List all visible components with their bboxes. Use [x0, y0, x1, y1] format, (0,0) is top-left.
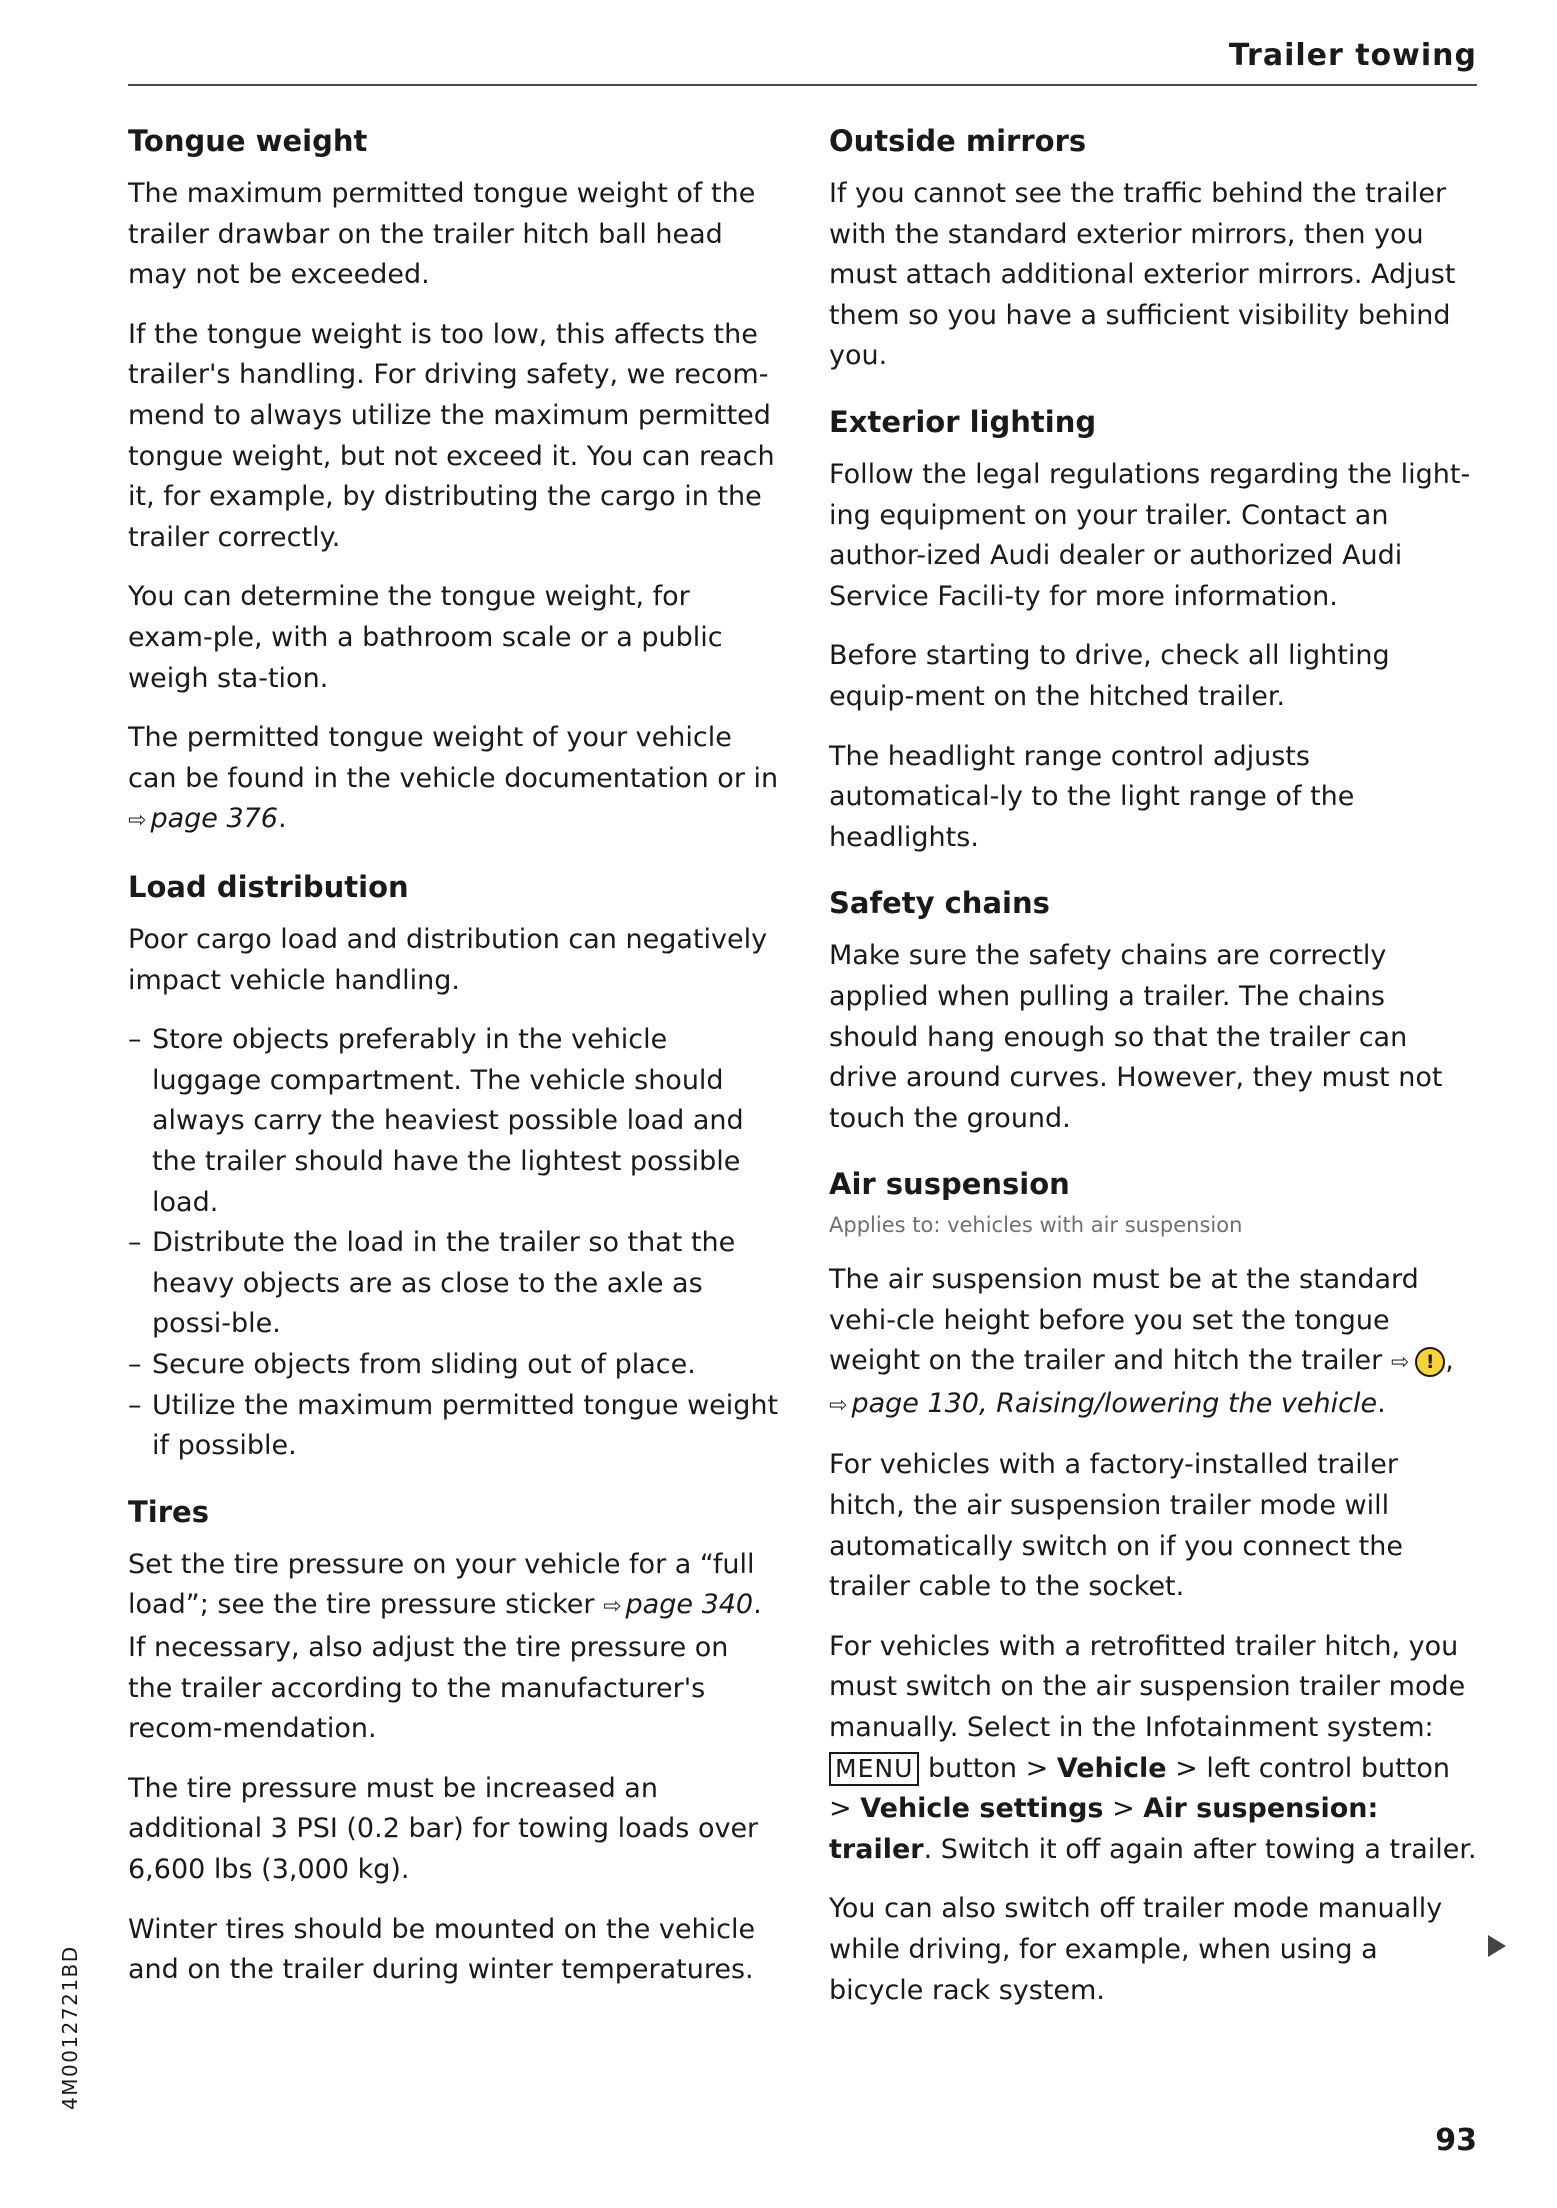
page-header-title: Trailer towing — [1228, 38, 1477, 73]
paragraph — [829, 1260, 1480, 1426]
section-exterior-lighting — [829, 401, 1480, 858]
heading-exterior-lighting: Exterior lighting — [829, 405, 1097, 440]
paragraph-text: . If necessary, also adjust the tire pressure on the trailer according to the manufacturer's recom-mendation. — [128, 1589, 762, 1745]
paragraph: Follow the legal regulations regarding the light-ing equipment on your trailer. Contact an author-ized Audi dealer or authorized Audi Service Facili-ty for more information. — [829, 459, 1471, 612]
section-tongue-weight — [128, 120, 780, 842]
paragraph: If the tongue weight is too low, this affects the trailer's handling. For driving safety, we recom-mend to always utilize the maximum permitted tongue weight, but not exceed it. You can reach it, for example, by distributing the cargo in the trailer correctly. — [128, 318, 775, 553]
header-divider — [128, 84, 1477, 86]
page-reference-text: page 340 — [625, 1589, 754, 1621]
paragraph: The tire pressure must be increased an additional 3 PSI (0.2 bar) for towing loads over 6,600 lbs (3,000 kg). — [128, 1772, 759, 1885]
arrow-right-icon: ⇨ — [603, 1594, 622, 1620]
paragraph — [128, 1545, 780, 1750]
dash-list — [128, 1020, 780, 1467]
paragraph-text: button > — [927, 1752, 1049, 1784]
list-item: – Secure objects from sliding out of place. — [128, 1345, 780, 1386]
warning-icon: ! — [1415, 1347, 1445, 1377]
page-number: 93 — [1435, 2123, 1477, 2158]
arrow-right-icon: ⇨ — [829, 1392, 848, 1418]
paragraph-text: The air suspension must be at the standard vehi-cle height before you set the tongue weight on the trailer and hitch the trailer — [829, 1264, 1419, 1377]
section-load-distribution — [128, 866, 780, 1467]
page-reference-link[interactable] — [603, 1589, 753, 1620]
arrow-right-icon: ⇨ — [128, 808, 147, 834]
applies-to-note: Applies to: vehicles with air suspension — [829, 1213, 1243, 1238]
paragraph: If you cannot see the traffic behind the trailer with the standard exterior mirrors, then you must attach additional exterior mirrors. Adjust them so you have a sufficient visibility behind you. — [829, 178, 1456, 372]
paragraph: Before starting to drive, check all lighting equip-ment on the hitched trailer. — [829, 640, 1390, 713]
section-safety-chains — [829, 882, 1480, 1139]
paragraph: You can determine the tongue weight, for exam-ple, with a bathroom scale or a public weigh sta-tion. — [128, 581, 723, 694]
paragraph: Poor cargo load and distribution can negatively impact vehicle handling. — [128, 924, 768, 996]
page-reference-text: page 376 — [150, 803, 278, 835]
paragraph — [128, 718, 780, 842]
paragraph: You can also switch off trailer mode manually while driving, for example, when using a bicycle rack system. — [829, 1893, 1443, 2006]
heading-safety-chains: Safety chains — [829, 886, 1050, 921]
menu-path-vehicle-settings: Vehicle settings — [860, 1793, 1104, 1825]
menu-path-vehicle: Vehicle — [1056, 1752, 1167, 1784]
paragraph: For vehicles with a factory-installed trailer hitch, the air suspension trailer mode will automatically switch on if you connect the trailer cable to the socket. — [829, 1449, 1403, 1603]
paragraph-text: Set the tire pressure on your vehicle for a “full load”; see the tire pressure sticker — [128, 1548, 755, 1621]
list-item: – Utilize the maximum permitted tongue weight if possible. — [128, 1386, 780, 1467]
heading-tires: Tires — [128, 1494, 209, 1529]
list-item: – Store objects preferably in the vehicle luggage compartment. The vehicle should always carry the heaviest possible load and the trailer should have the lightest possible load. — [128, 1020, 780, 1223]
continue-arrow-icon — [1488, 1935, 1506, 1957]
section-tires — [128, 1491, 780, 1991]
list-item: – Distribute the load in the trailer so that the heavy objects are as close to the axle as possi-ble. — [128, 1223, 780, 1345]
menu-path-air-suspension-trailer: Air suspension: trailer — [829, 1793, 1379, 1865]
page-reference-text: page 130, Raising/lowering the vehicle — [851, 1387, 1378, 1419]
section-outside-mirrors — [829, 120, 1480, 377]
left-column — [128, 120, 780, 2015]
paragraph-text: > — [1112, 1793, 1135, 1825]
section-air-suspension — [829, 1163, 1480, 2011]
paragraph: The maximum permitted tongue weight of the trailer drawbar on the trailer hitch ball head may not be exceeded. — [128, 178, 756, 291]
menu-button-label: MENU — [829, 1752, 919, 1786]
paragraph: The headlight range control adjusts automatical-ly to the light range of the headlights. — [829, 740, 1355, 853]
right-column — [829, 120, 1480, 2035]
paragraph-text: For vehicles with a retrofitted trailer hitch, you must switch on the air suspension trailer mode manually. Select in the Infotainment system: — [829, 1630, 1466, 1743]
heading-load-distribution: Load distribution — [128, 869, 409, 904]
warning-reference-link[interactable] — [1391, 1345, 1445, 1376]
heading-air-suspension: Air suspension — [829, 1167, 1070, 1202]
document-code: 4M0012721BD — [58, 1945, 82, 2110]
punctuation: . — [1377, 1387, 1386, 1419]
heading-outside-mirrors: Outside mirrors — [829, 124, 1087, 158]
paragraph: Winter tires should be mounted on the vehicle and on the trailer during winter temperatures. — [128, 1913, 756, 1986]
page-reference-link[interactable] — [128, 803, 278, 834]
punctuation: . — [278, 803, 287, 835]
paragraph: Make sure the safety chains are correctly applied when pulling a trailer. The chains should hang enough so that the trailer can drive around curves. However, they must not touch the ground. — [829, 940, 1443, 1134]
paragraph-text: The permitted tongue weight of your vehicle can be found in the vehicle documentation or in — [128, 722, 779, 794]
punctuation: , — [1445, 1345, 1454, 1377]
arrow-right-icon: ⇨ — [1390, 1350, 1410, 1376]
paragraph — [829, 1627, 1480, 1871]
page-reference-link[interactable] — [829, 1388, 1377, 1419]
heading-tongue-weight: Tongue weight — [128, 124, 368, 158]
paragraph-text: . Switch it off again after towing a trailer. — [923, 1833, 1477, 1865]
paragraph-text: > left control button > — [829, 1752, 1450, 1825]
